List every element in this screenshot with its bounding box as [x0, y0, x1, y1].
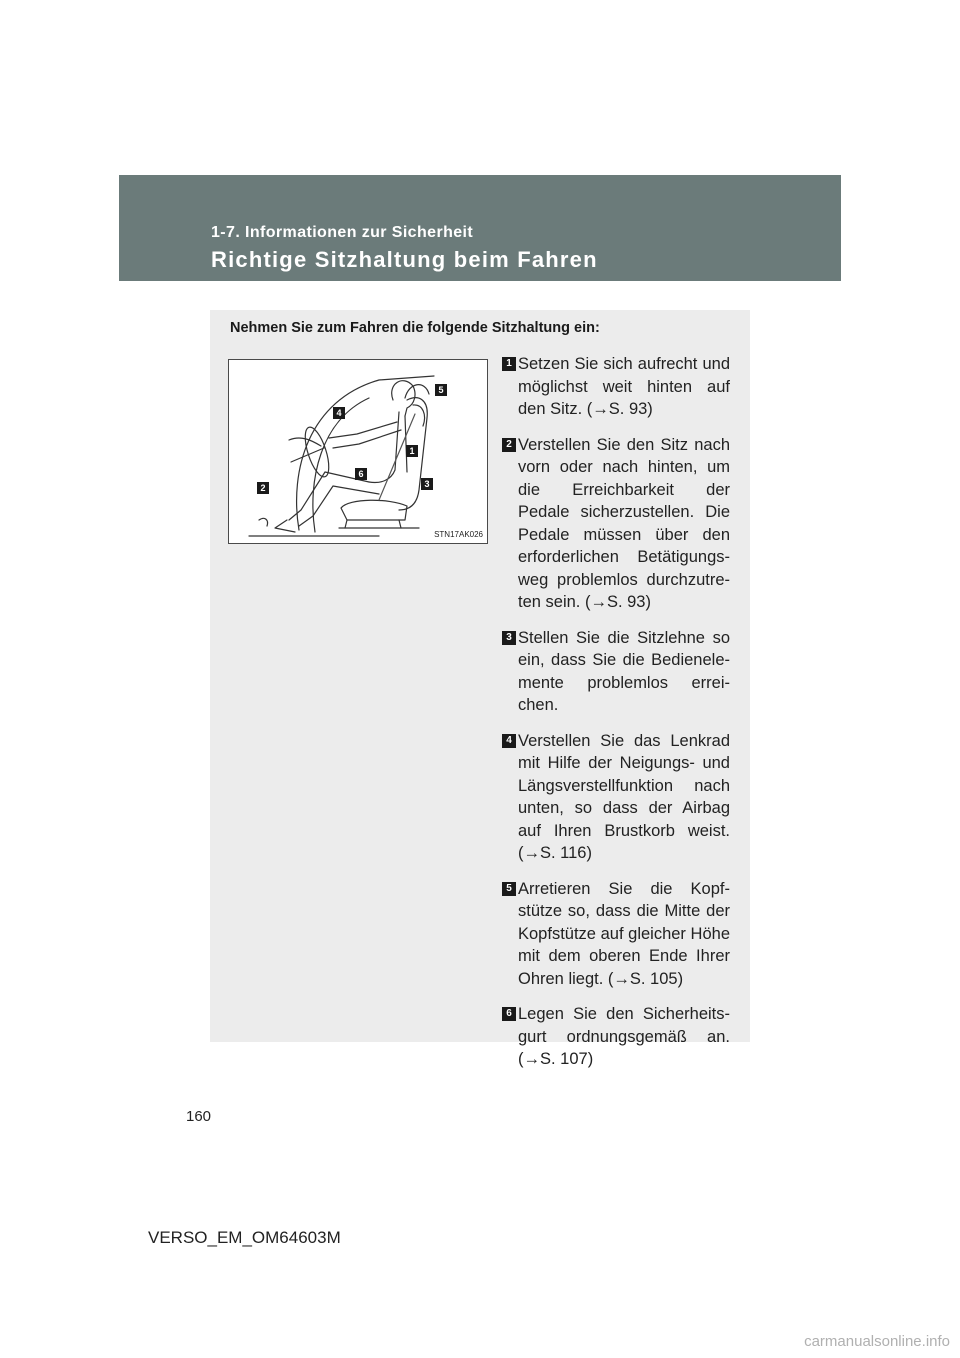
- intro-text: Nehmen Sie zum Fahren die folgende Sitzhaltung ein:: [230, 320, 600, 336]
- list-item: [500, 353, 730, 421]
- svg-text:6: 6: [358, 469, 364, 479]
- step-text: Verstellen Sie den Sitz nach vorn oder nach hinten, um die Erreichbarkeit der Pedale sicherzustellen. Die Pedale müssen über den erforderlichen Betätigungs-weg problemlos durchzutre-ten sein. (→S. 93): [518, 435, 730, 611]
- watermark: carmanualsonline.info: [804, 1333, 950, 1350]
- instruction-list: [500, 353, 730, 1084]
- seating-posture-illustration: [228, 359, 488, 544]
- step-number-badge: 6: [502, 1007, 516, 1021]
- document-id: VERSO_EM_OM64603M: [148, 1228, 341, 1247]
- step-number-badge: 4: [502, 734, 516, 748]
- page-title: Richtige Sitzhaltung beim Fahren: [211, 247, 598, 272]
- figure-code: STN17AK026: [434, 530, 483, 539]
- step-number-badge: 3: [502, 631, 516, 645]
- page-number: 160: [186, 1108, 212, 1125]
- step-text: Verstellen Sie das Lenkrad mit Hilfe der Neigungs- und Längsverstellfunktion nach unten, so dass der Airbag auf Ihren Brustkorb weist. (→S. 116): [518, 731, 730, 862]
- content-panel: [210, 310, 750, 1068]
- svg-text:2: 2: [260, 483, 266, 493]
- svg-text:4: 4: [336, 408, 342, 418]
- svg-text:1: 1: [409, 446, 415, 456]
- step-number-badge: 5: [502, 882, 516, 896]
- step-text: Arretieren Sie die Kopf-stütze so, dass die Mitte der Kopfstütze auf gleicher Höhe mit dem oberen Ende Ihrer Ohren liegt. (→S. 105): [518, 879, 730, 988]
- list-item: [500, 730, 730, 865]
- step-text: Legen Sie den Sicherheits-gurt ordnungsgemäß an. (→S. 107): [518, 1005, 730, 1068]
- list-item: [500, 627, 730, 717]
- step-text: Stellen Sie die Sitzlehne so ein, dass Sie die Bedienele-mente problemlos errei-chen.: [518, 628, 730, 714]
- list-item: [500, 878, 730, 991]
- list-item: [500, 434, 730, 614]
- step-number-badge: 1: [502, 357, 516, 371]
- list-item: [500, 1003, 730, 1071]
- svg-text:5: 5: [438, 385, 444, 395]
- driver-seat-drawing: [229, 360, 487, 543]
- chapter-header: [119, 175, 841, 281]
- step-number-badge: 2: [502, 438, 516, 452]
- step-text: Setzen Sie sich aufrecht und möglichst weit hinten auf den Sitz. (→S. 93): [518, 355, 730, 418]
- section-label: 1-7. Informationen zur Sicherheit: [211, 224, 474, 241]
- svg-text:3: 3: [424, 479, 430, 489]
